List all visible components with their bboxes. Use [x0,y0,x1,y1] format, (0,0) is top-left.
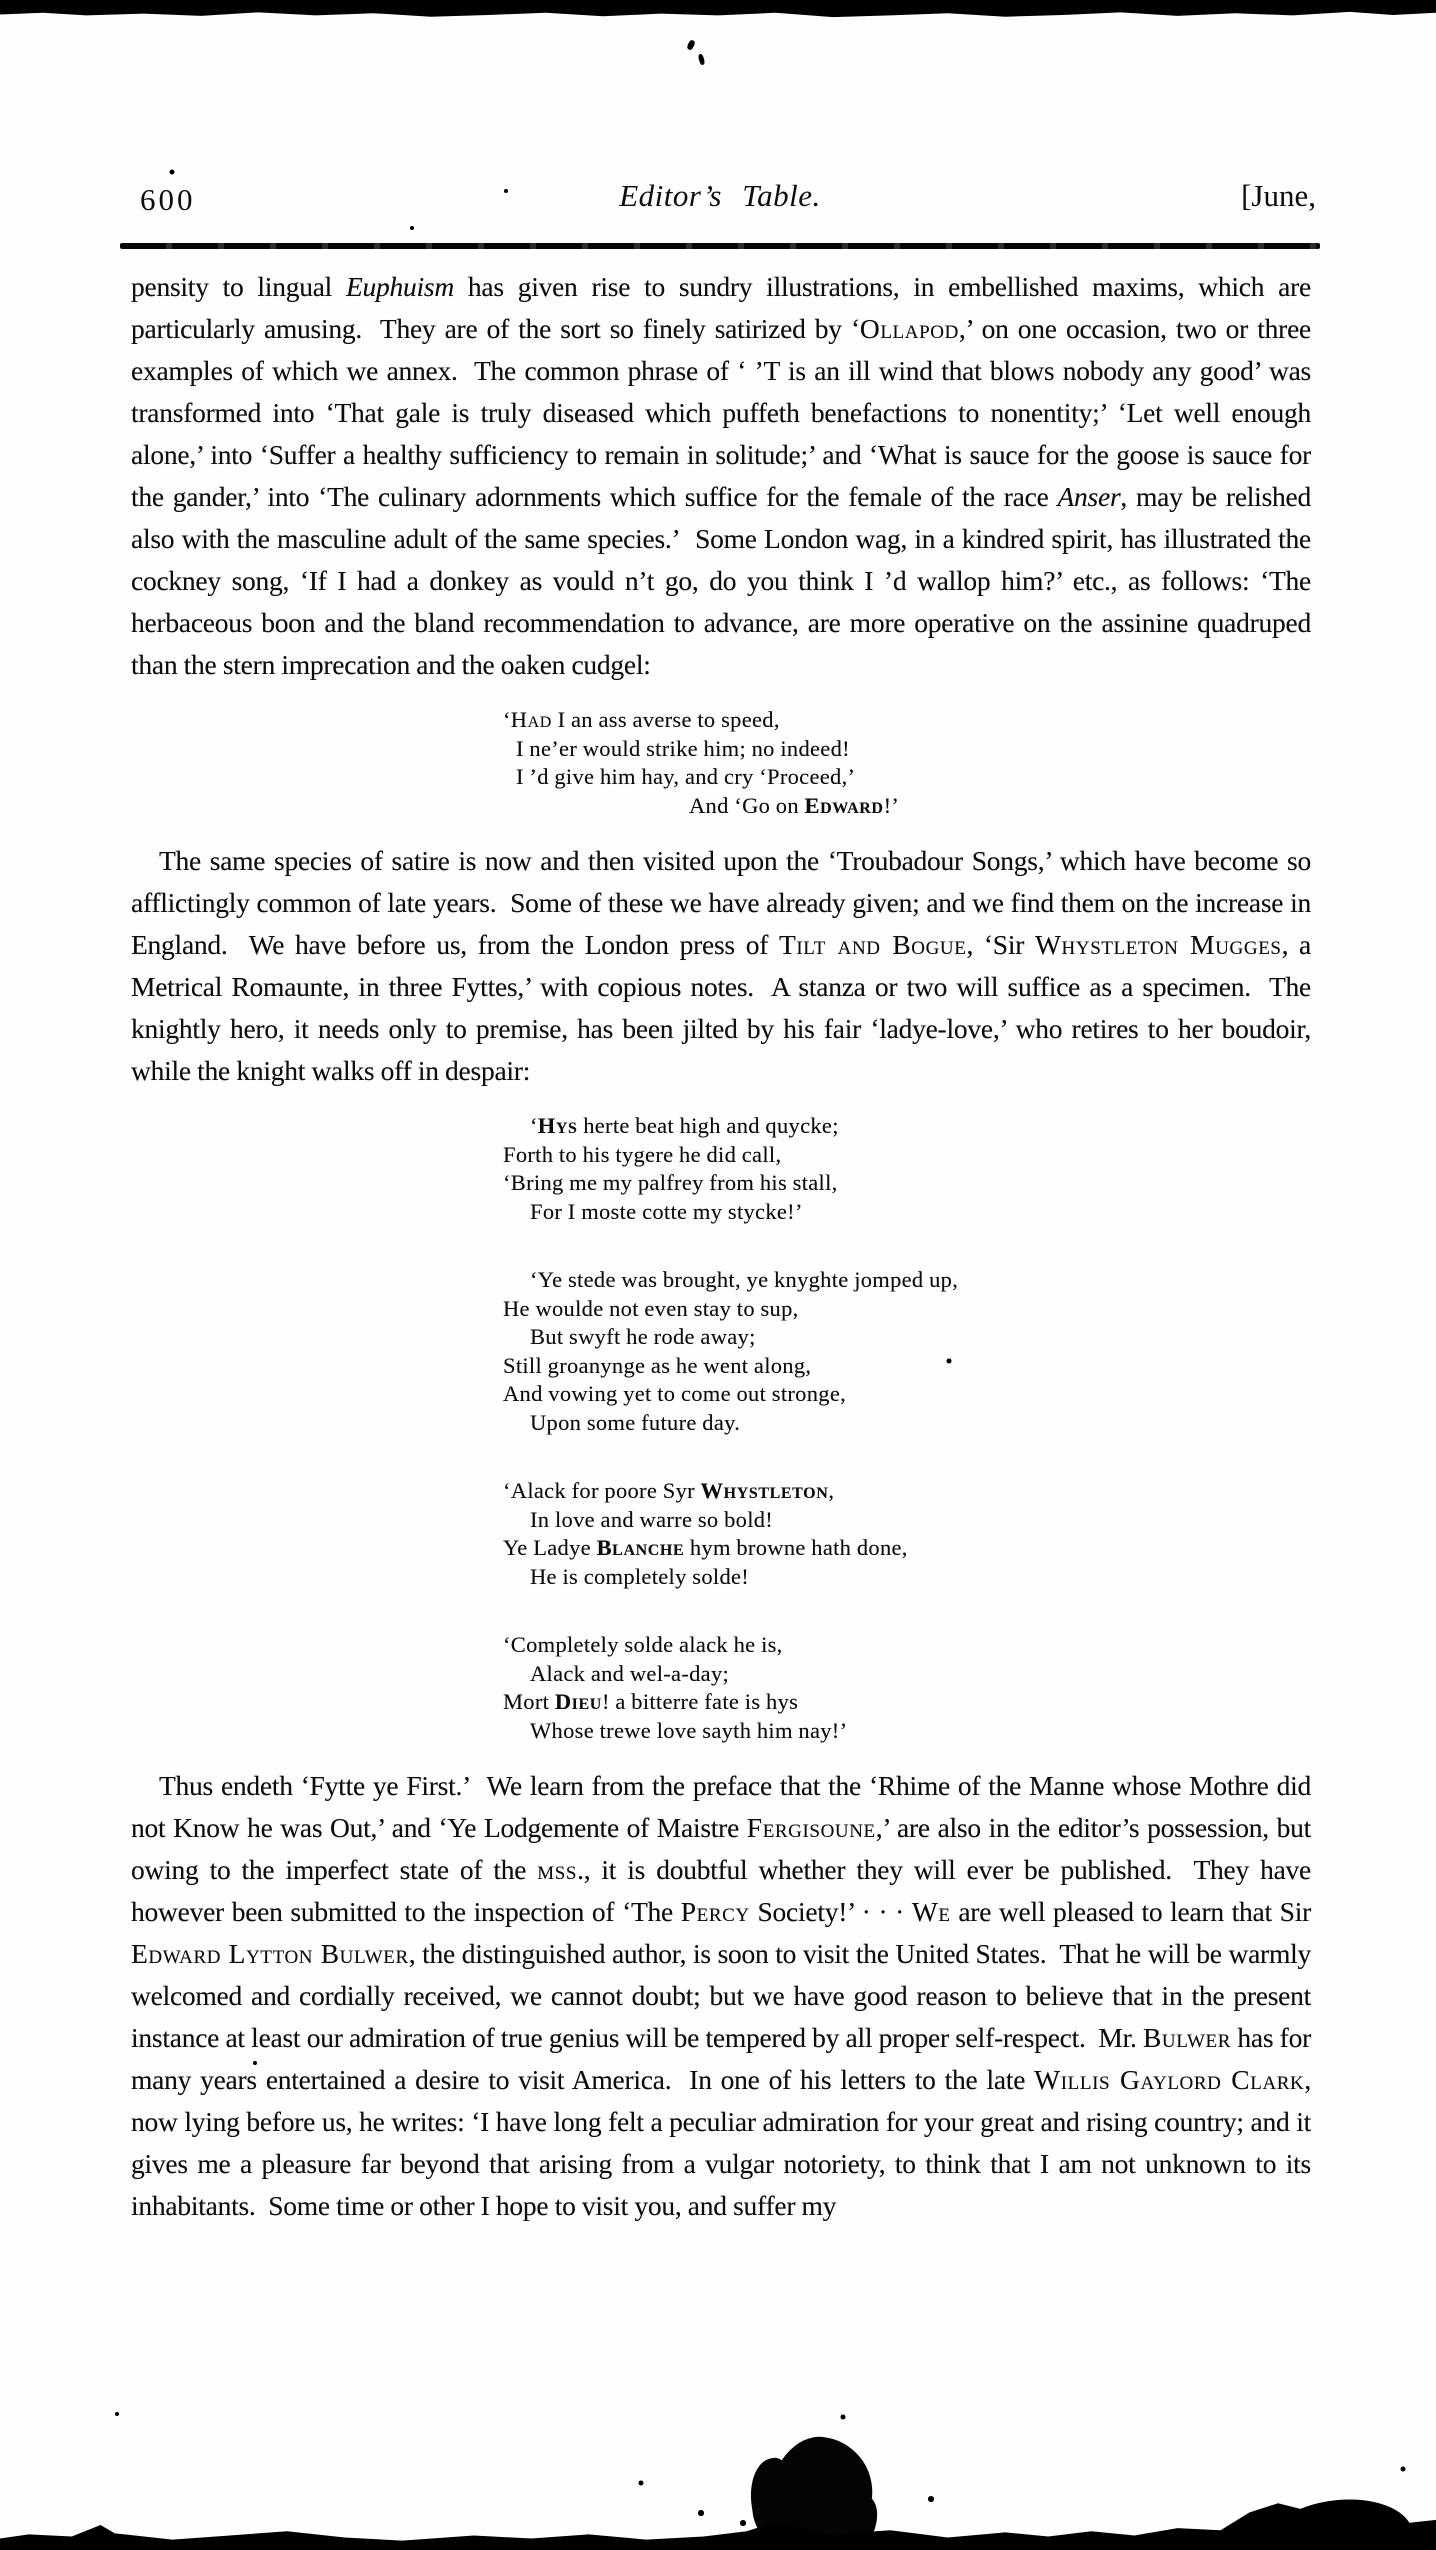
poem-line: But swyft he rode away; [530,1324,756,1349]
poem-line: He woulde not even stay to sup, [503,1295,799,1321]
poem-stanza [503,1631,1311,1745]
poem-stanza [503,1266,1311,1437]
paragraph: The same species of satire is now and then visited upon the ‘Troubadour Songs,’ which have become so afflictingly common of late years. Some of these we have already given; and we find them on the increase in England. We have before us, from the London press of Tilt and Bogue, ‘Sir Whystleton Mugges, a Metrical Romaunte, in three Fyttes,’ with copious notes. A stanza or two will suffice as a specimen. The knightly hero, it needs only to premise, has been jilted by his fair ‘ladye-love,’ who retires to her boudoir, while the knight walks off in despair: [131,845,1311,1086]
poem-line: ‘Alack for poore Syr Whystleton, [503,1478,835,1503]
poem-line: I ne’er would strike him; no indeed! [516,735,850,761]
poem-line: And ‘Go on Edward!’ [689,792,900,818]
poem-line: And vowing yet to come out stronge, [503,1381,847,1406]
issue-date: [June, [1241,178,1316,213]
scan-bottom-edge [0,2498,1436,2550]
poem-line: In love and warre so bold! [530,1506,774,1532]
poem-line: Still groanynge as he went along, [503,1352,812,1378]
poem-line: ‘Bring me my palfrey from his stall, [503,1170,838,1195]
poem-line: ‘Ye stede was brought, ye knyghte jomped up, [530,1267,959,1292]
page-text [131,266,1311,2227]
paragraph: Thus endeth ‘Fytte ye First.’ We learn from the preface that the ‘Rhime of the Manne whose Mothre did not Know he was Out,’ and ‘Ye Lodgemente of Maistre Fergisoune,’ are also in the editor’s possession, but owing to the imperfect state of the mss., it is doubtful whether they will ever be published. They have however been submitted to the inspection of ‘The Percy Society!’ · · · We are well pleased to learn that Sir Edward Lytton Bulwer, the distinguished author, is soon to visit the United States. That he will be warmly welcomed and cordially received, we cannot doubt; but we have good reason to believe that in the present instance at least our admiration of true genius will be tempered by all proper self-respect. Mr. Bulwer has for many years entertained a desire to visit America. In one of his letters to the late Willis Gaylord Clark, now lying before us, he writes: ‘I have long felt a peculiar admiration for your great and rising country; and it gives me a pleasure far beyond that arising from a vulgar notoriety, to think that I am not unknown to its inhabitants. Some time or other I hope to visit you, and suffer my [131,1770,1311,2221]
ink-specks [0,0,2,2]
ink-speck [686,39,696,51]
poem-stanza [503,1112,1311,1226]
poem-stanza [503,1477,1311,1591]
running-title: Editor’s Table. [619,178,821,213]
poem-line: For I moste cotte my stycke!’ [530,1198,803,1224]
poem-line: Ye Ladye Blanche hym browne hath done, [503,1535,908,1560]
ink-speck [698,54,706,66]
paragraph: pensity to lingual Euphuism has given rise to sundry illustrations, in embellished maxims, which are particularly amusing. They are of the sort so finely satirized by ‘Ollapod,’ on one occasion, two or three examples of which we annex. The common phrase of ‘ ’T is an ill wind that blows nobody any good’ was transformed into ‘That gale is truly diseased which puffeth benefactions to nonentity;’ ‘Let well enough alone,’ into ‘Suffer a healthy sufficiency to remain in solitude;’ and ‘What is sauce for the goose is sauce for the gander,’ into ‘The culinary adornments which suffice for the female of the race Anser, may be relished also with the masculine adult of the same species.’ Some London wag, in a kindred spirit, has illustrated the cockney song, ‘If I had a donkey as vould n’t go, do you think I ’d wallop him?’ etc., as follows: ‘The herbaceous boon and the bland recommendation to advance, are more operative on the assinine quadruped than the stern imprecation and the oaken cudgel: [131,271,1311,680]
poem-line: Upon some future day. [530,1409,741,1435]
page-header [132,176,1316,220]
poem-line: ‘Completely solde alack he is, [503,1632,783,1657]
poem-line: ‘Had I an ass averse to speed, [503,707,780,732]
poem-line: He is completely solde! [530,1563,750,1589]
poem-line: Mort Dieu! a bitterre fate is hys [503,1689,799,1714]
poem-stanza [503,706,1311,820]
poem-line: Forth to his tygere he did call, [503,1141,782,1167]
poem-line: Alack and wel-a-day; [530,1660,730,1686]
poem-line: Whose trewe love sayth him nay!’ [530,1717,848,1743]
poem-line: ‘Hys herte beat high and quycke; [530,1113,839,1138]
poem-line: I ’d give him hay, and cry ‘Proceed,’ [516,764,856,789]
header-rule [120,243,1320,249]
page-number: 600 [140,182,196,217]
scan-top-edge [0,0,1436,22]
